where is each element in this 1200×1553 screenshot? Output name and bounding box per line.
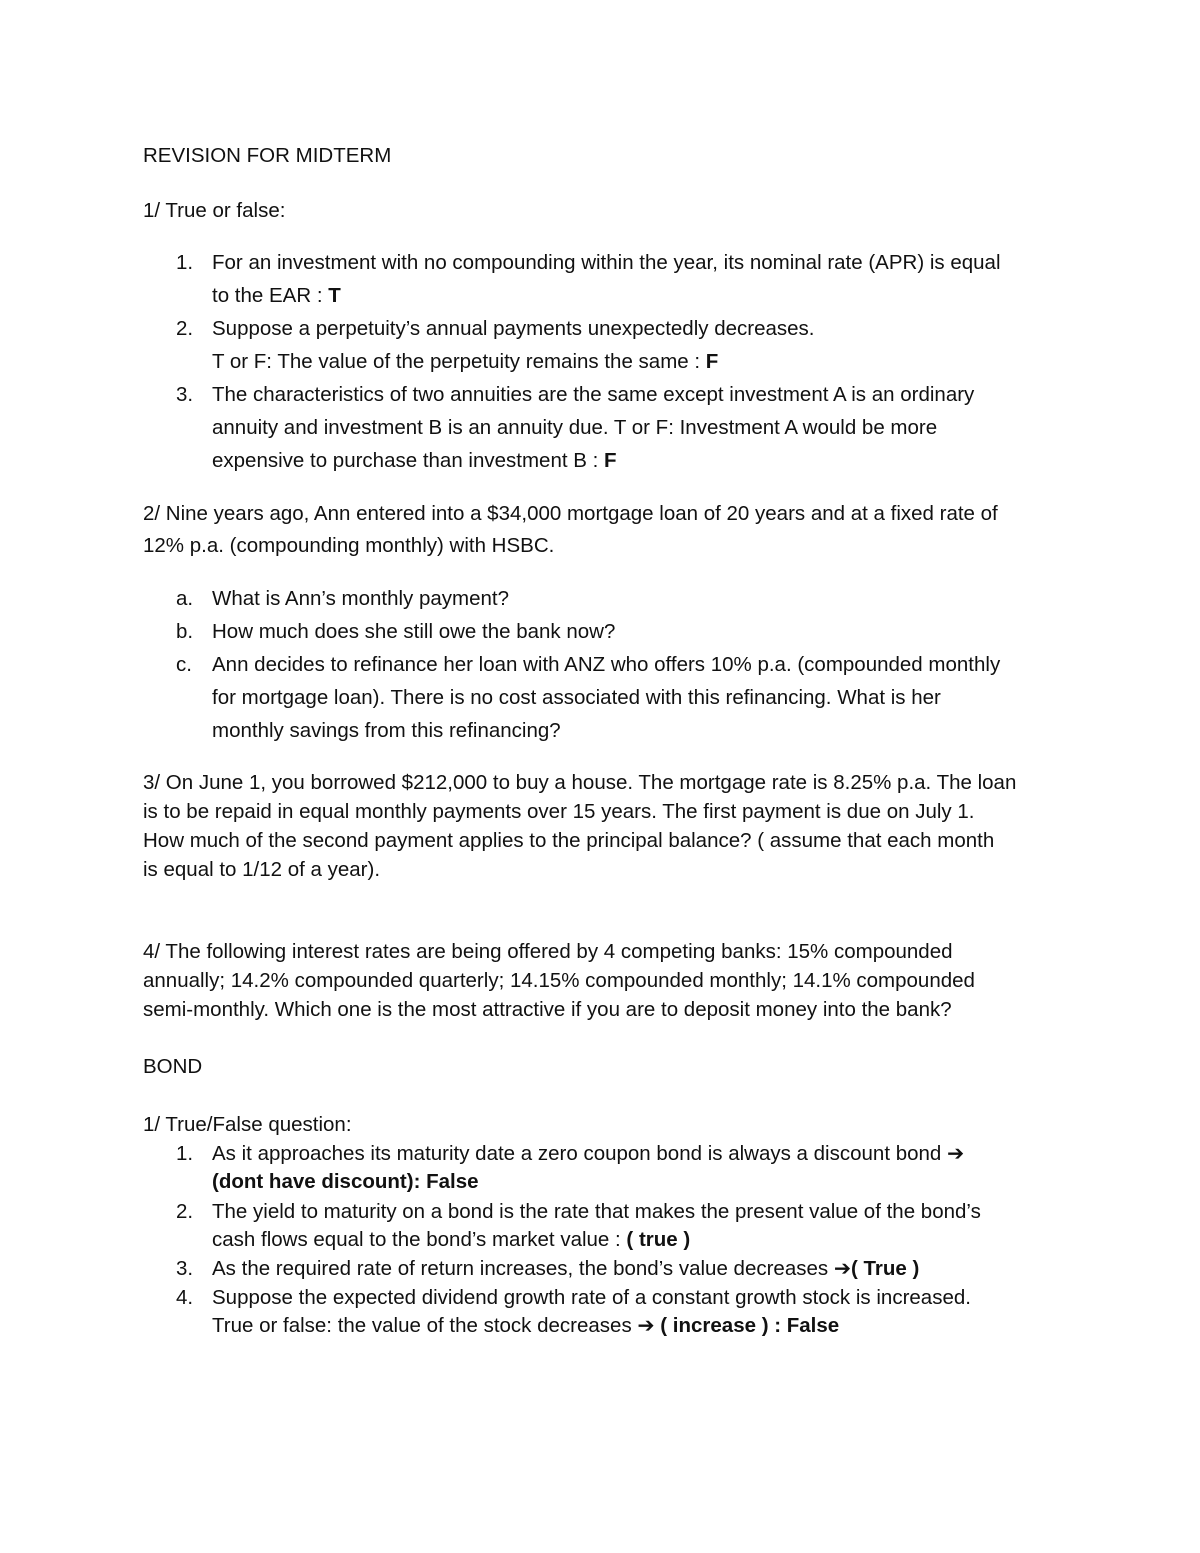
arrow-right-icon: ➔ xyxy=(833,1257,852,1280)
bond-item1-number: 1. xyxy=(176,1142,194,1165)
s2-item-c-line1: Ann decides to refinance her loan with ANZ who offers 10% p.a. (compounded monthly xyxy=(212,653,1001,676)
bond-item1-answer: (dont have discount): False xyxy=(212,1170,479,1193)
s1-item2-answer: F xyxy=(705,350,719,373)
s1-item3-answer: F xyxy=(604,449,617,472)
arrow-right-icon: ➔ xyxy=(637,1314,655,1337)
bond-item4-line1: Suppose the expected dividend growth rate of a constant growth stock is increased. xyxy=(212,1286,971,1309)
section1-heading: 1/ True or false: xyxy=(143,199,286,222)
s2-item-a-text: What is Ann’s monthly payment? xyxy=(212,587,510,610)
s1-item1-text: to the EAR : xyxy=(212,284,329,307)
s2-item-b-letter: b. xyxy=(176,620,194,643)
bond-item2-number: 2. xyxy=(176,1200,194,1223)
bond-item2-line1: The yield to maturity on a bond is the rate that makes the present value of the bond’s xyxy=(212,1200,981,1223)
s2-item-a-letter: a. xyxy=(176,587,194,610)
bond-subheading: 1/ True/False question: xyxy=(143,1113,352,1136)
s1-item1-line1: For an investment with no compounding within the year, its nominal rate (APR) is equal xyxy=(212,251,1001,274)
bond-item4-line2 xyxy=(212,1313,839,1340)
bond-item3-line1 xyxy=(212,1256,919,1283)
bond-item3-text: As the required rate of return increases, the bond’s value decreases xyxy=(212,1257,834,1280)
bond-item3-number: 3. xyxy=(176,1257,194,1280)
bond-item1-line1 xyxy=(212,1141,964,1168)
s1-item2-text: T or F: The value of the perpetuity remains the same : xyxy=(212,350,706,373)
bond-item4-answer: ( increase ) : False xyxy=(654,1314,840,1337)
s1-item2-line1: Suppose a perpetuity’s annual payments unexpectedly decreases. xyxy=(212,317,815,340)
s1-item3-text: expensive to purchase than investment B : xyxy=(212,449,605,472)
bond-heading: BOND xyxy=(143,1055,203,1078)
section3-line2: is to be repaid in equal monthly payments over 15 years. The first payment is due on July 1. xyxy=(143,800,975,823)
s1-item1-number: 1. xyxy=(176,251,194,274)
s1-item3-line3 xyxy=(212,448,617,475)
section3-line4: is equal to 1/12 of a year). xyxy=(143,858,381,881)
s1-item3-line2: annuity and investment B is an annuity due. T or F: Investment A would be more xyxy=(212,416,938,439)
bond-item2-text: cash flows equal to the bond’s market value : xyxy=(212,1228,627,1251)
section2-line1: 2/ Nine years ago, Ann entered into a $34,000 mortgage loan of 20 years and at a fixed rate of xyxy=(143,502,998,525)
section3-line3: How much of the second payment applies to the principal balance? ( assume that each month xyxy=(143,829,995,852)
s2-item-c-line3: monthly savings from this refinancing? xyxy=(212,719,561,742)
s1-item1-answer: T xyxy=(328,284,341,307)
bond-item4-text: True or false: the value of the stock decreases xyxy=(212,1314,638,1337)
s1-item2-line2 xyxy=(212,349,718,376)
s1-item3-line1: The characteristics of two annuities are the same except investment A is an ordinary xyxy=(212,383,975,406)
section4-line2: annually; 14.2% compounded quarterly; 14.15% compounded monthly; 14.1% compounded xyxy=(143,969,975,992)
bond-item2-answer: ( true ) xyxy=(626,1228,691,1251)
document-title: REVISION FOR MIDTERM xyxy=(143,144,392,167)
section4-line3: semi-monthly. Which one is the most attractive if you are to deposit money into the bank? xyxy=(143,998,952,1021)
s2-item-c-letter: c. xyxy=(176,653,192,676)
section3-line1: 3/ On June 1, you borrowed $212,000 to buy a house. The mortgage rate is 8.25% p.a. The loan xyxy=(143,771,1017,794)
section4-line1: 4/ The following interest rates are being offered by 4 competing banks: 15% compounded xyxy=(143,940,953,963)
bond-item2-line2 xyxy=(212,1227,690,1254)
s2-item-c-line2: for mortgage loan). There is no cost associated with this refinancing. What is her xyxy=(212,686,941,709)
arrow-right-icon: ➔ xyxy=(947,1142,965,1165)
bond-item3-answer: ( True ) xyxy=(851,1257,920,1280)
s1-item2-number: 2. xyxy=(176,317,194,340)
section2-line2: 12% p.a. (compounding monthly) with HSBC. xyxy=(143,534,555,557)
s1-item3-number: 3. xyxy=(176,383,194,406)
bond-item4-number: 4. xyxy=(176,1286,194,1309)
s1-item1-line2 xyxy=(212,283,341,310)
bond-item1-text: As it approaches its maturity date a zero coupon bond is always a discount bond xyxy=(212,1142,948,1165)
s2-item-b-text: How much does she still owe the bank now? xyxy=(212,620,616,643)
